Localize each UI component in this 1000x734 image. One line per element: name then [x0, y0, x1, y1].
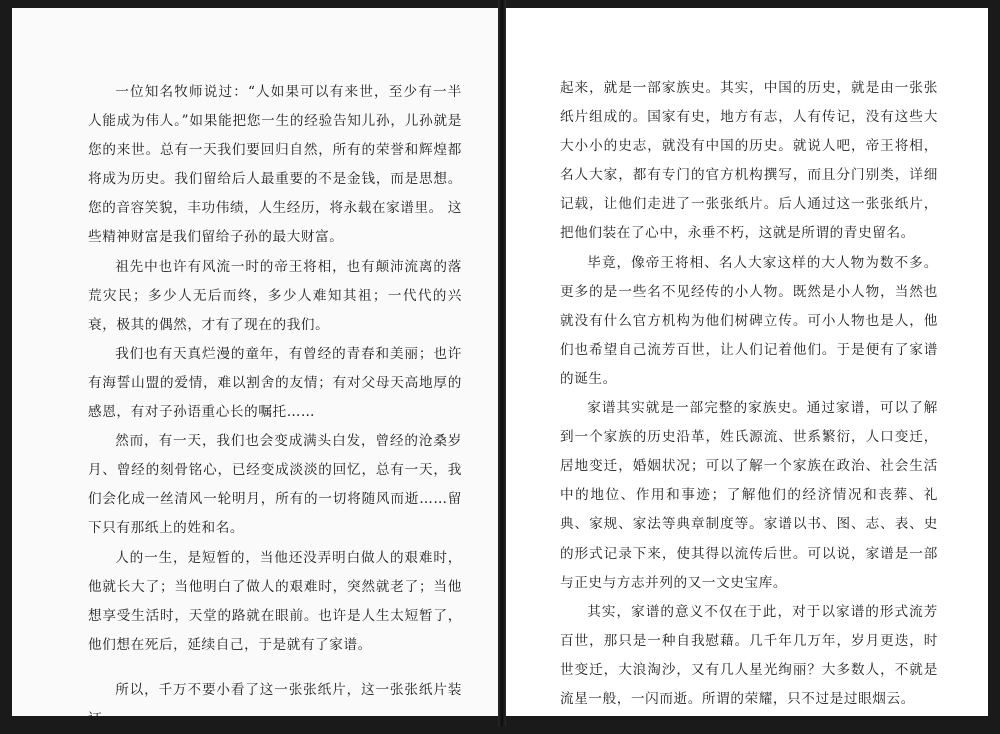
paragraph: 所以，千万不要小看了这一张张纸片，这一张张纸片装订: [88, 681, 462, 727]
paragraph: 家谱其实就是一部完整的家族史。通过家谱，可以了解到一个家族的历史沿革，姓氏源流、世系繁衍，人口变迁，居地变迁，婚姻状况；可以了解一个家族在政治、社会生活中的地位、作用和事迹；了解他们的经济情况和丧葬、礼典、家规、家法等典章制度等。家谱以书、图、志、表、史的形式记录下来，使其得以流传后世。可以说，家谱是一部与正史与方志并列的又一文史宝库。: [560, 400, 938, 591]
paragraph: 毕竟，像帝王将相、名人大家这样的大人物为数不多。更多的是一些名不见经传的小人物。既然是小人物，当然也就没有什么官方机构为他们树碑立传。可小人物也是人，他们也希望自己流芳百世，让人们记着他们。于是便有了家谱的诞生。: [560, 254, 938, 387]
paragraph: 祖先中也许有风流一时的帝王将相，也有颠沛流离的落荒灾民；多少人无后而终，多少人难知其祖；一代代的兴衰，极其的偶然，才有了现在的我们。: [88, 258, 462, 333]
paragraph: 人的一生，是短暂的，当他还没弄明白做人的艰难时，他就长大了；当他明白了做人的艰难时，突然就老了；当他想享受生活时，天堂的路就在眼前。也许是人生太短暂了，他们想在死后，延续自己，于是就有了家谱。: [88, 549, 462, 653]
book-gutter: [498, 0, 506, 726]
left-page: [12, 8, 498, 727]
paragraph: 起来，就是一部家族史。其实，中国的历史，就是由一张张纸片组成的。国家有史，地方有志，人有传记，没有这些大大小小的史志，就没有中国的历史。就说人吧，帝王将相，名人大家，都有专门的官方机构撰写，而且分门别类，详细记载，让他们走进了一张张纸片。后人通过这一张张纸片，把他们装在了心中，永垂不朽，这就是所谓的青史留名。: [560, 80, 938, 242]
paragraph: 然而，有一天，我们也会变成满头白发，曾经的沧桑岁月、曾经的刻骨铭心，已经变成淡淡的回忆，总有一天，我们会化成一丝清风一轮明月，所有的一切将随风而逝……留下只有那纸上的姓和名。: [88, 433, 462, 537]
left-page-text: [88, 78, 462, 734]
right-page: [506, 8, 988, 716]
right-page-text: [560, 74, 938, 714]
paragraph: 其实，家谱的意义不仅在于此，对于以家谱的形式流芳百世，那只是一种自我慰藉。几千年几万年，岁月更迭，时世变迁，大浪淘沙，又有几人星光绚丽？大多数人，不就是流星一般，一闪而逝。所谓的荣耀，只不过是过眼烟云。: [560, 603, 938, 707]
paragraph: 我们也有天真烂漫的童年，有曾经的青春和美丽；也许有海誓山盟的爱情，难以割舍的友情；有对父母天高地厚的感恩，有对子孙语重心长的嘱托……: [88, 345, 462, 421]
paragraph: 一位知名牧师说过：“人如果可以有来世，至少有一半人能成为伟人。”如果能把您一生的经验告知儿孙，儿孙就是您的来世。总有一天我们要回归自然，所有的荣誉和辉煌都将成为历史。我们留给后人最重要的不是金钱，而是思想。您的音容笑貌，丰功伟绩，人生经历，将永载在家谱里。 这些精神财富是我们留给子孙的最大财富。: [88, 84, 462, 246]
